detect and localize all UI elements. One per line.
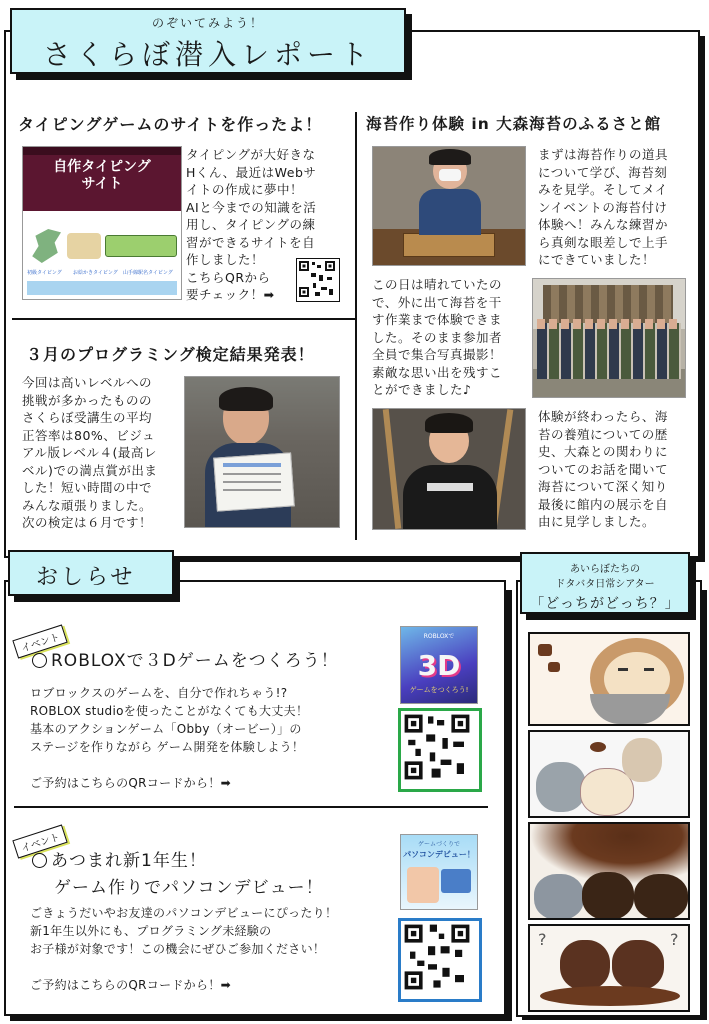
event-badge: イベント xyxy=(12,824,67,858)
nori-line: 史、大森との関わりに xyxy=(538,444,669,459)
nori-line: 体験へ！みんな練習か xyxy=(538,217,669,232)
nori-line: みを見学。そしてメイ xyxy=(538,182,668,197)
comic-frame-3 xyxy=(528,822,690,920)
event2-line: お子様が対象です！この機会にぜひご参加ください！ xyxy=(30,942,326,956)
event1-line: 基本のアクションゲーム「Obby（オービー）」の xyxy=(30,722,302,736)
typing-line: イトの作成に夢中！ xyxy=(186,182,304,197)
nori-line: ンイベントの海苔付け xyxy=(538,199,668,215)
event2-title-line2: ゲーム作りでパソコンデビュー！ xyxy=(54,878,324,898)
typing-heading: タイピングゲームのサイトを作ったよ！ xyxy=(18,115,323,134)
header-kicker: のぞいてみよう！ xyxy=(151,16,264,30)
event1-title: ROBLOXで３Dゲームをつくろう！ xyxy=(51,651,339,671)
comic-frame-2 xyxy=(528,730,690,818)
question-icon: ? xyxy=(538,930,547,949)
event2-title-row xyxy=(32,846,324,898)
nori-line: この日は晴れていたの xyxy=(372,277,503,292)
nori-boy-photo xyxy=(372,408,526,530)
exam-line: アル版レベル４(最高レ xyxy=(22,445,157,460)
comic-frame-1 xyxy=(528,632,690,726)
nori-line: 由に見学しました。 xyxy=(538,514,656,529)
pc-debut-poster xyxy=(400,834,478,910)
exam-line: さくらぼ受講生の平均 xyxy=(22,410,153,425)
page-title: さくらぼ潜入レポート xyxy=(42,38,373,71)
circle-icon xyxy=(32,653,47,668)
roblox-poster xyxy=(400,626,478,704)
screenshot-link-2: お絵かきタイピング xyxy=(73,270,118,276)
event1-title-row xyxy=(32,646,339,671)
notice-title: おしらせ xyxy=(36,565,136,590)
roblox-poster-sub: ゲームをつくろう! xyxy=(409,686,469,694)
arrow-right-icon: ➡ xyxy=(220,978,231,992)
question-icon: ? xyxy=(670,930,679,949)
nori-line: にできていました！ xyxy=(538,252,656,267)
nori-line: 最後に館内の展示を自 xyxy=(538,496,669,512)
event1-line: ロブロックスのゲームを、自分で作れちゃう!? xyxy=(30,686,288,700)
nori-line: す作業まで体験できま xyxy=(372,312,503,327)
nori-line: 素敵な思い出を残すこ xyxy=(372,364,503,380)
event1-line: ステージを作りながら ゲーム開発を体験しよう！ xyxy=(30,740,305,754)
bento-illustration xyxy=(67,233,101,259)
typing-line: AIと今までの知識を活 xyxy=(186,199,317,215)
nori-line: で、外に出て海苔を干 xyxy=(372,294,502,310)
event1-qr-code[interactable] xyxy=(398,708,482,792)
typing-line: 用し、タイピングの練 xyxy=(186,217,316,232)
exam-line: した！短い時間の中で xyxy=(22,480,153,495)
nori-line: 海苔について深く知り xyxy=(538,479,668,494)
nori-text-1 xyxy=(538,146,708,269)
nori-text-2 xyxy=(372,276,532,399)
comic-tab xyxy=(520,552,690,614)
comic-frame-4 xyxy=(528,924,690,1012)
event1-reserve: ご予約はこちらのQRコードから！ xyxy=(30,776,221,790)
nori-heading: 海苔作り体験 in 大森海苔のふるさと館 xyxy=(366,115,662,133)
exam-line: 次の検定は６月です！ xyxy=(22,515,153,530)
typing-site-screenshot xyxy=(22,146,182,300)
screenshot-link-1: 初級タイピング xyxy=(27,270,62,276)
roblox-poster-big: 3D xyxy=(417,649,461,682)
exam-body xyxy=(22,374,188,532)
arrow-right-icon: ➡ xyxy=(220,776,231,790)
nori-line: 体験が終わったら、海 xyxy=(538,409,668,424)
comic-title: 「どっちがどっち？」 xyxy=(530,596,680,612)
nori-line: ら真剣な眼差しで上手 xyxy=(538,234,669,250)
typing-line: こちらQRから xyxy=(186,269,271,285)
event2-reserve: ご予約はこちらのQRコードから！ xyxy=(30,978,221,992)
event-badge: イベント xyxy=(12,624,67,658)
group-photo xyxy=(532,278,686,398)
exam-line: 今回は高いレベルへの xyxy=(22,375,153,390)
notice-tab xyxy=(8,550,174,596)
exam-line: 正答率は80%、ビジュ xyxy=(22,427,156,443)
event1-body xyxy=(30,684,308,792)
header-tab xyxy=(10,8,406,74)
exam-heading: ３月のプログラミング検定結果発表！ xyxy=(26,345,315,364)
typing-line: 要チェック！ xyxy=(186,287,264,302)
notice-divider xyxy=(14,806,488,808)
nori-line: について学び、海苔刻 xyxy=(538,164,668,180)
screenshot-link-3: 山手線駅名タイピング xyxy=(123,270,173,276)
comic-kicker-2: ドタバタ日常シアター xyxy=(555,579,655,590)
nori-line: 全員で集合写真撮影！ xyxy=(372,347,503,362)
nori-line: した。そのまま参加者 xyxy=(372,329,503,345)
exam-student-photo xyxy=(184,376,340,528)
nori-text-3 xyxy=(538,408,708,531)
event2-qr-code[interactable] xyxy=(398,918,482,1002)
circle-icon xyxy=(32,853,47,868)
typing-line: 習ができるサイトを自 xyxy=(186,234,316,250)
event2-line: 新1年生以外にも、プログラミング未経験の xyxy=(30,924,272,938)
column-divider xyxy=(355,112,357,540)
typing-line: Hくん、最近はWebサ xyxy=(186,164,317,180)
typing-line: 作しました！ xyxy=(186,252,265,267)
typing-qr-code[interactable] xyxy=(296,258,340,302)
exam-line: 挑戦が多かったものの xyxy=(22,392,153,408)
nori-line: 苔の養殖についての歴 xyxy=(538,426,668,442)
event2-title-line1: あつまれ新1年生！ xyxy=(51,851,207,871)
comic-kicker-1: あいらぼたちの xyxy=(570,564,640,575)
screenshot-title: 自作タイピング サイト xyxy=(53,159,151,192)
event1-line: ROBLOX studioを使ったことがなくても大丈夫！ xyxy=(30,704,309,718)
event2-line: ごきょうだいやお友達のパソコンデビューにぴったり！ xyxy=(30,906,338,920)
pc-poster-text: ゲームづくりで xyxy=(417,841,460,848)
arrow-right-icon: ➡ xyxy=(263,287,275,302)
nori-line: とができました♪ xyxy=(372,382,472,397)
train-illustration xyxy=(105,235,177,257)
exam-line: ベル)での満点賞が出ま xyxy=(22,462,158,478)
nori-line: ついてのお話を聞いて xyxy=(538,461,669,477)
pc-poster-big: パソコンデビュー！ xyxy=(403,850,475,859)
nori-tools-photo xyxy=(372,146,526,266)
typing-line: タイピングが大好きな xyxy=(186,147,316,162)
roblox-poster-text: ROBLOXで xyxy=(423,633,455,640)
left-divider xyxy=(12,318,355,320)
event2-body xyxy=(30,904,337,994)
exam-line: みんな頑張りました。 xyxy=(22,497,153,513)
nori-line: まずは海苔作りの道具 xyxy=(538,147,669,162)
